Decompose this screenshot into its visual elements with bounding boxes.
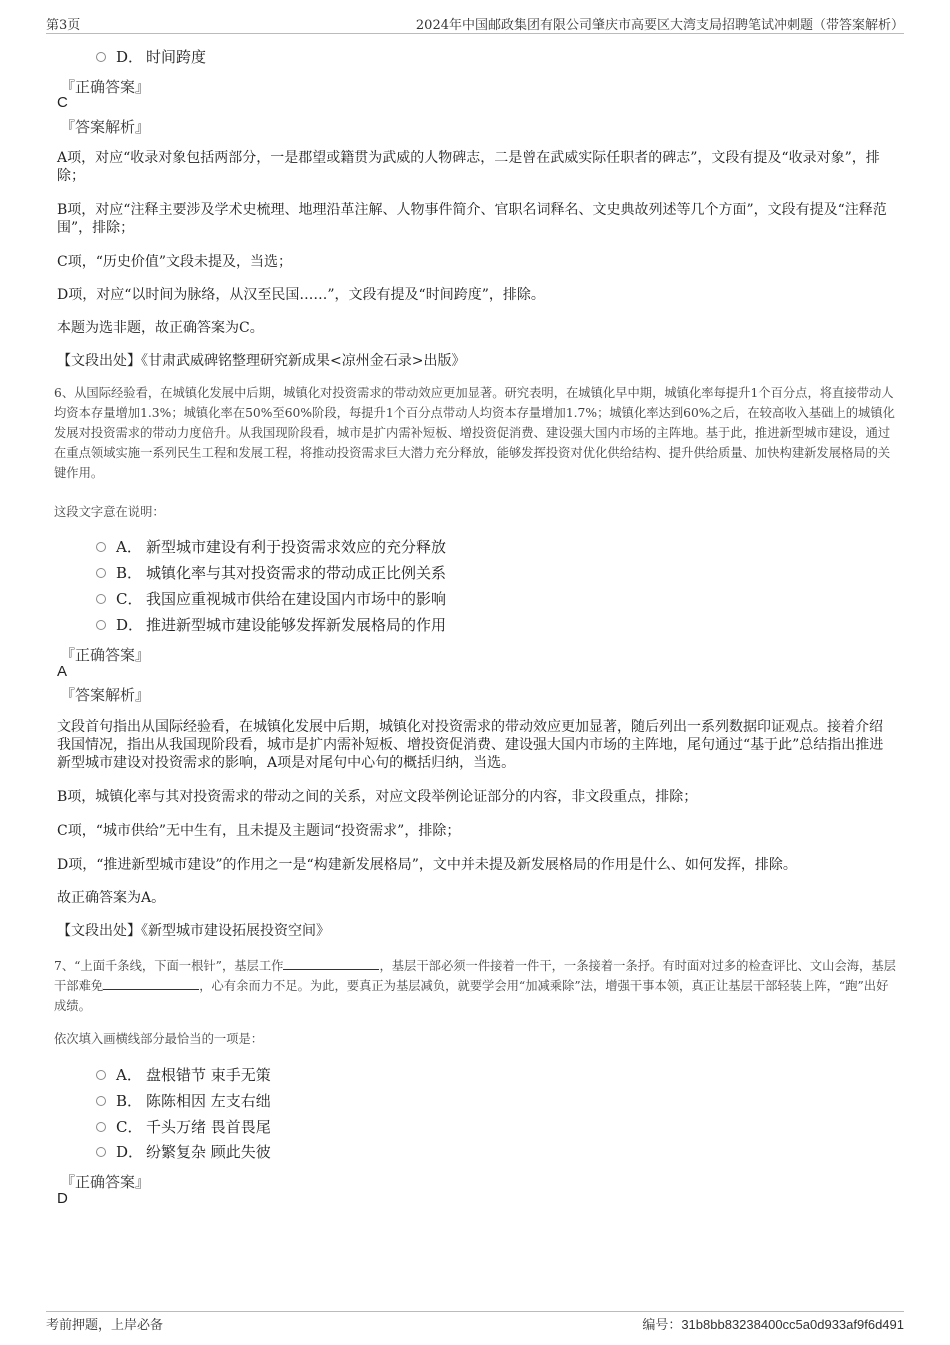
q5-answer-label: 『正确答案』 [60, 78, 151, 96]
q6-answer-label: 『正确答案』 [60, 646, 151, 664]
radio-icon[interactable] [96, 1147, 106, 1157]
q6-conclusion: 故正确答案为A。 [57, 890, 166, 906]
q7-option-a[interactable]: A． 盘根错节 束手无策 [96, 1065, 271, 1085]
q6-source: 【文段出处】《新型城市建设拓展投资空间》 [57, 923, 330, 939]
q7-answer: D [57, 1190, 68, 1207]
radio-icon[interactable] [96, 542, 106, 552]
q7-answer-label: 『正确答案』 [60, 1173, 151, 1191]
footer-slogan: 考前押题，上岸必备 [46, 1318, 164, 1333]
fill-blank-2 [103, 977, 199, 990]
page-header [46, 14, 904, 34]
q6-option-c[interactable]: C． 我国应重视城市供给在建设国内市场中的影响 [96, 589, 446, 609]
radio-icon[interactable] [96, 1122, 106, 1132]
q6-analysis-b: B项，城镇化率与其对投资需求的带动之间的关系，对应文段举例论证部分的内容，非文段重点，排除； [57, 789, 698, 805]
footer-divider [46, 1311, 904, 1312]
q5-answer: C [57, 94, 68, 111]
q5-analysis-b: B项，对应“注释主要涉及学术史梳理、地理沿革注解、人物事件简介、官职名词释名、文史典故列述等几个方面”，文段有提及“注释范围”，排除； [57, 202, 887, 236]
q5-analysis-label: 『答案解析』 [60, 118, 151, 136]
q5-analysis-c: C项，“历史价值”文段未提及，当选； [57, 254, 293, 270]
q6-analysis-main: 文段首句指出从国际经验看，在城镇化发展中后期，城镇化对投资需求的带动效应更加显著，随后列出一系列数据印证观点。接着介绍我国情况，指出从我国现阶段看，城市是扩内需补短板、增投资促消费、建设强大国内市场的主阵地，尾句通过“基于此”总结指出推进新型城市建设对投资需求的影响，A项是对尾句中心句的概括归纳，当选。 [57, 719, 884, 771]
page-footer [46, 1314, 904, 1334]
q5-analysis-a: A项，对应“收录对象包括两部分，一是郡望或籍贯为武威的人物碑志，二是曾在武威实际任职者的碑志”，文段有提及“收录对象”，排除； [57, 150, 880, 184]
radio-icon[interactable] [96, 1096, 106, 1106]
q6-option-b[interactable]: B． 城镇化率与其对投资需求的带动成正比例关系 [96, 563, 446, 583]
q6-analysis-d: D项，“推进新型城市建设”的作用之一是“构建新发展格局”，文中并未提及新发展格局的作用是什么、如何发挥，排除。 [57, 857, 797, 873]
radio-icon[interactable] [96, 1070, 106, 1080]
q5-conclusion: 本题为选非题，故正确答案为C。 [57, 320, 264, 336]
q6-option-d[interactable]: D． 推进新型城市建设能够发挥新发展格局的作用 [96, 615, 446, 635]
q6-answer: A [57, 663, 68, 680]
q7-option-d[interactable]: D． 纷繁复杂 顾此失彼 [96, 1142, 271, 1162]
q7-question: 依次填入画横线部分最恰当的一项是： [54, 1032, 264, 1046]
document-code: 编号：31b8bb83238400cc5a0d933af9f6d491 [642, 1317, 904, 1333]
q6-stem: 6、从国际经验看，在城镇化发展中后期，城镇化对投资需求的带动效应更加显著。研究表明，在城镇化早中期，城镇化率每提升1个百分点，将直接带动人均资本存量增加1.3%；城镇化率在50%至60%阶段，每提升1个百分点带动人均资本存量增加1.7%；城镇化率达到60%之后，在较高收入基础上的城镇化发展对投资需求的带动力度倍升。从我国现阶段看，城市是扩内需补短板、增投资促消费、建设强大国内市场的主阵地。基于此，推进新型城市建设，通过在重点领域实施一系列民生工程和发展工程，将推动投资需求巨大潜力充分释放，能够发挥投资对优化供给结构、提升供给质量、加快构建新发展格局的关键作用。 [54, 386, 895, 480]
q5-option-d[interactable]: D． 时间跨度 [96, 47, 206, 67]
q5-analysis-d: D项，对应“以时间为脉络，从汉至民国……”，文段有提及“时间跨度”，排除。 [57, 287, 545, 303]
q6-analysis-label: 『答案解析』 [60, 686, 151, 704]
q6-option-a[interactable]: A． 新型城市建设有利于投资需求效应的充分释放 [96, 537, 446, 557]
q5-source: 【文段出处】《甘肃武威碑铭整理研究新成果<凉州金石录>出版》 [57, 353, 466, 369]
q7-option-c[interactable]: C． 千头万绪 畏首畏尾 [96, 1117, 271, 1137]
q7-stem: 7、“上面千条线，下面一根针”，基层工作 ，基层干部必须一件接着一件干，一条接着一条抒。有时面对过多的检查评比、文山会海，基层干部难免 ，心有余而力不足。为此，要真正为基层减负，就要学会用“加减乘除”法，增强干事本领，真正让基层干部轻装上阵，“跑”出好成绩。 [54, 959, 896, 1013]
radio-icon[interactable] [96, 52, 106, 62]
page-number: 第3页 [46, 18, 81, 33]
fill-blank-1 [283, 957, 379, 970]
radio-icon[interactable] [96, 594, 106, 604]
header-divider [46, 33, 904, 34]
document-title: 2024年中国邮政集团有限公司肇庆市高要区大湾支局招聘笔试冲刺题（带答案解析） [415, 18, 904, 33]
q6-analysis-c: C项，“城市供给”无中生有，且未提及主题词“投资需求”，排除； [57, 823, 461, 839]
radio-icon[interactable] [96, 568, 106, 578]
radio-icon[interactable] [96, 620, 106, 630]
q7-option-b[interactable]: B． 陈陈相因 左支右绌 [96, 1091, 271, 1111]
q6-question: 这段文字意在说明： [54, 505, 165, 519]
